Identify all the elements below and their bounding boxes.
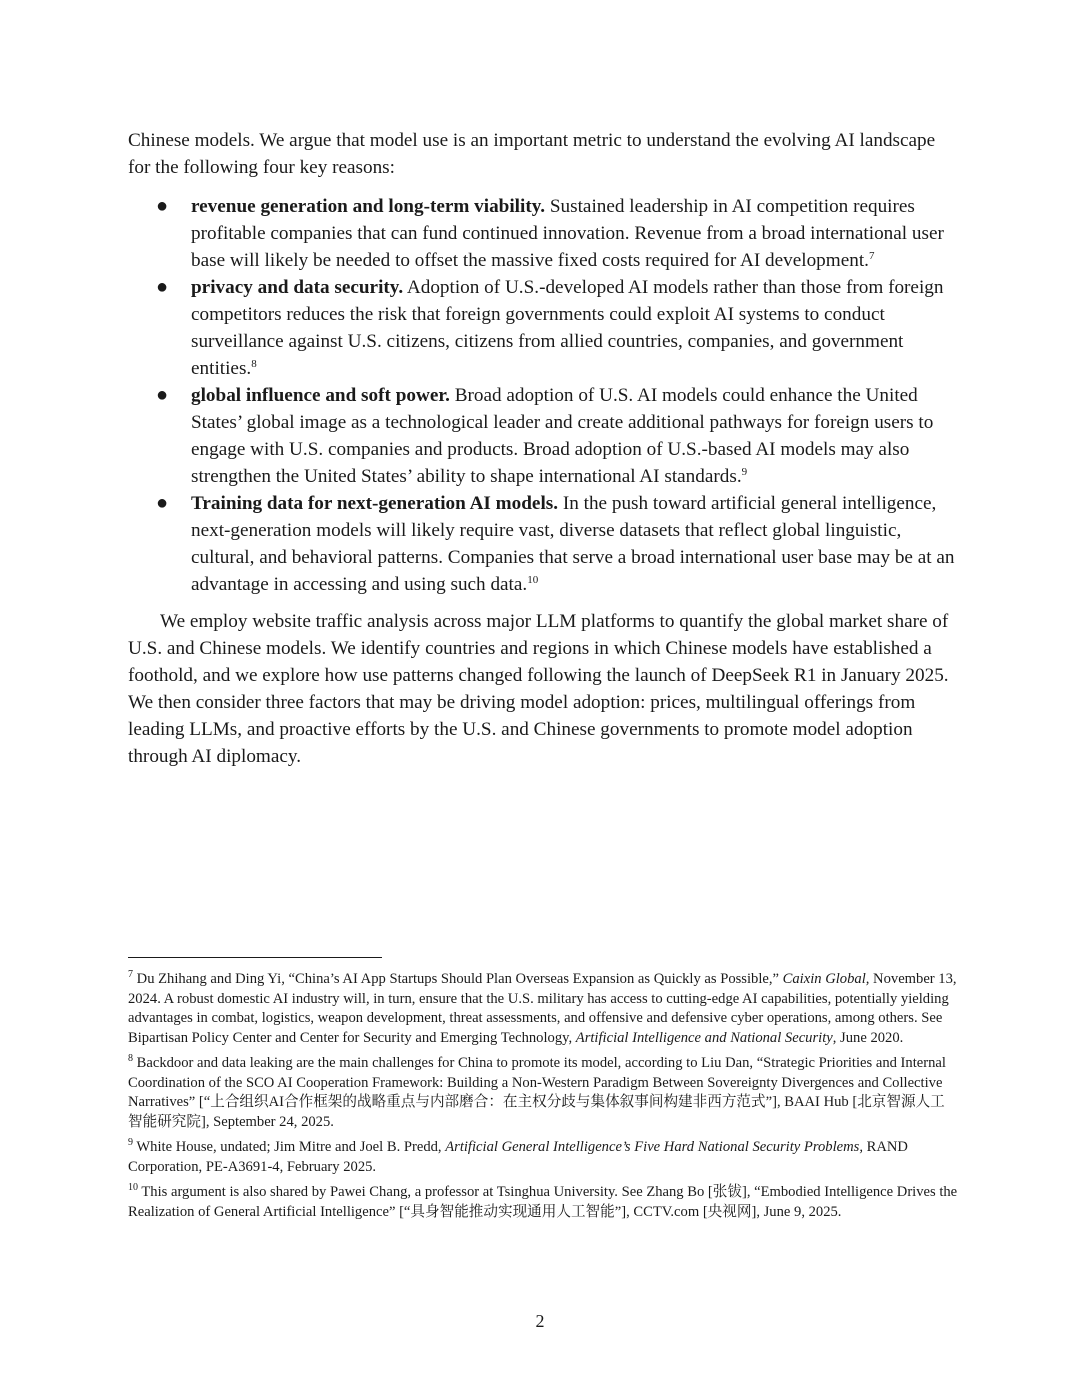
footnotes bbox=[128, 970, 958, 1228]
footnote-number: 7 bbox=[128, 969, 133, 980]
bullet-text: Sustained leadership in AI competition requires profitable companies that can fund continued innovation. Revenue from a broad international user base will likely be needed to offset the massive fixed costs required for AI development. bbox=[191, 196, 944, 271]
bullet-text: Adoption of U.S.-developed AI models rather than those from foreign competitors reduces the risk that foreign governments could exploit AI systems to conduct surveillance against U.S. citizens, citizens from allied countries, companies, and government entities. bbox=[191, 277, 944, 379]
page-number: 2 bbox=[535, 1311, 545, 1331]
bullet-heading: global influence and soft power. bbox=[191, 385, 450, 406]
footnote-8 bbox=[128, 1054, 958, 1132]
footnote-text: November 13, 2024. A robust domestic AI industry will, in turn, ensure that the U.S. military has access to cutting-edge AI capabilities, potentially yielding advantages in combat, logistics, weapon development, threat assessments, and offensive and defensive cyber operations, among others. See Bipartisan Policy Center and Center for Security and Emerging Technology, bbox=[128, 971, 957, 1046]
list-item bbox=[128, 490, 958, 598]
bullet-heading: Training data for next-generation AI models. bbox=[191, 493, 559, 514]
footnote-text: Backdoor and data leaking are the main challenges for China to promote its model, according to Liu Dan, “Strategic Priorities and Internal Coordination of the SCO AI Cooperation Framework: Building a Non-Western Paradigm Between Sovereignty Divergences and Collective Narratives” [“上合组织AI合作框架的战略重点与内部磨合：在主权分歧与集体叙事间构建非西方范式”], BAAI Hub [北京智源人工智能研究院], September 24, 2025. bbox=[128, 1055, 946, 1130]
reasons-list bbox=[128, 193, 958, 598]
bullet-icon: ● bbox=[156, 492, 169, 514]
bullet-icon: ● bbox=[156, 384, 169, 406]
footnote-source-title: Artificial Intelligence and National Security bbox=[575, 1029, 833, 1046]
footnote-source-title: Artificial General Intelligence’s Five Hard National Security Problems, bbox=[445, 1139, 863, 1155]
bullet-heading: privacy and data security. bbox=[191, 277, 404, 298]
footnote-text: White House, undated; Jim Mitre and Joel B. Predd, bbox=[133, 1139, 446, 1155]
bullet-text: In the push toward artificial general intelligence, next-generation models will likely require vast, diverse datasets that reflect global linguistic, cultural, and behavioral patterns. Companies that serve a broad international user base may be at an advantage in accessing and using such data. bbox=[191, 493, 955, 595]
list-item bbox=[128, 193, 958, 274]
footnote-9 bbox=[128, 1138, 958, 1177]
footnote-number: 9 bbox=[128, 1137, 133, 1148]
footnote-ref[interactable]: 7 bbox=[868, 250, 875, 262]
footnote-ref[interactable]: 10 bbox=[527, 574, 539, 586]
bullet-icon: ● bbox=[156, 195, 169, 217]
list-item bbox=[128, 274, 958, 382]
list-item bbox=[128, 382, 958, 490]
bullet-icon: ● bbox=[156, 276, 169, 298]
footnote-text: Du Zhihang and Ding Yi, “China’s AI App Startups Should Plan Overseas Expansion as Quickly as Possible,” bbox=[133, 971, 783, 987]
footnote-ref[interactable]: 9 bbox=[741, 466, 748, 478]
footnote-text: This argument is also shared by Pawei Chang, a professor at Tsinghua University. See Zhang Bo [张钹], “Embodied Intelligence Drives the Realization of General Artificial Intelligence” [“具身智能推动实现通用人工智能”], CCTV.com [央视网], June 9, 2025. bbox=[128, 1184, 958, 1220]
footnote-ref[interactable]: 8 bbox=[251, 358, 257, 370]
bullet-heading: revenue generation and long-term viability. bbox=[191, 196, 546, 217]
footnote-7 bbox=[128, 970, 958, 1048]
footnote-number: 10 bbox=[128, 1182, 138, 1193]
footnote-source-title: Caixin Global, bbox=[782, 971, 870, 987]
footnote-text: , June 2020. bbox=[832, 1029, 904, 1046]
footnote-divider bbox=[128, 957, 382, 958]
footnote-text: RAND Corporation, PE-A3691-4, February 2025. bbox=[128, 1139, 908, 1175]
bullet-text: Broad adoption of U.S. AI models could enhance the United States’ global image as a technological leader and create additional pathways for foreign users to engage with U.S. companies and products. Broad adoption of U.S.-based AI models may also strengthen the United States’ ability to shape international AI standards. bbox=[191, 385, 934, 487]
intro-paragraph: Chinese models. We argue that model use is an important metric to understand the evolving AI landscape for the following four key reasons: bbox=[128, 130, 936, 178]
methods-paragraph: We employ website traffic analysis across major LLM platforms to quantify the global market share of U.S. and Chinese models. We identify countries and regions in which Chinese models have established a foothold, and we explore how use patterns changed following the launch of DeepSeek R1 in January 2025. We then consider three factors that may be driving model adoption: prices, multilingual offerings from leading LLMs, and proactive efforts by the U.S. and Chinese governments to promote model adoption through AI diplomacy. bbox=[128, 611, 949, 767]
footnote-10 bbox=[128, 1183, 958, 1222]
footnote-number: 8 bbox=[128, 1053, 133, 1064]
